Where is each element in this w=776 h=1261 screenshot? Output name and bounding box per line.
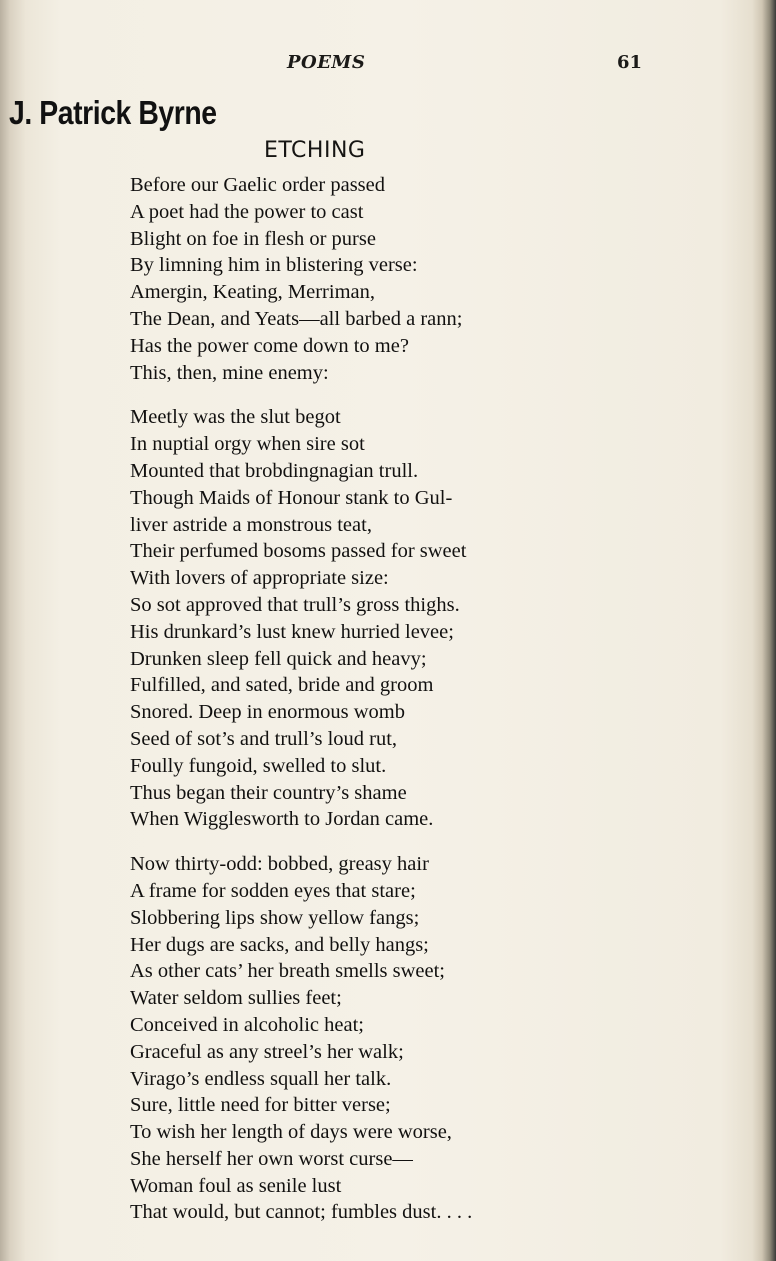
poem-line: Thus began their country’s shame	[130, 781, 407, 804]
stanza-1	[130, 172, 760, 386]
poem-line: Foully fungoid, swelled to slut.	[130, 754, 387, 777]
poem-line: Amergin, Keating, Merriman,	[130, 281, 375, 304]
poem-line: Virago’s endless squall her talk.	[130, 1067, 392, 1090]
poem-line: Slobbering lips show yellow fangs;	[130, 906, 420, 929]
running-title: POEMS	[287, 52, 366, 73]
poem-line: Water seldom sullies feet;	[130, 987, 342, 1010]
poem-line: Now thirty-odd: bobbed, greasy hair	[130, 853, 429, 876]
poem-line: Blight on foe in flesh or purse	[130, 227, 376, 250]
poem-line: Has the power come down to me?	[130, 334, 409, 357]
page-number: 61	[617, 52, 643, 73]
poem-line: As other cats’ her breath smells sweet;	[130, 960, 445, 983]
poem-line: Though Maids of Honour stank to Gul-	[130, 486, 453, 509]
poem-line: Conceived in alcoholic heat;	[130, 1013, 364, 1036]
poem-line: A poet had the power to cast	[130, 200, 364, 223]
poem-line: With lovers of appropriate size:	[130, 567, 389, 590]
running-header	[0, 52, 776, 82]
poem-line: Graceful as any streel’s her walk;	[130, 1040, 404, 1063]
poem-line: A frame for sodden eyes that stare;	[130, 879, 416, 902]
poem-line: To wish her length of days were worse,	[130, 1121, 452, 1144]
author-name: J. Patrick Byrne	[9, 94, 217, 131]
poem-line: She herself her own worst curse—	[130, 1147, 413, 1170]
poem-line: Before our Gaelic order passed	[130, 174, 385, 196]
poem-line: Meetly was the slut begot	[130, 406, 341, 429]
poem-line: By limning him in blistering verse:	[130, 254, 418, 277]
poem-line: When Wigglesworth to Jordan came.	[130, 808, 434, 831]
poem-title: ETCHING	[264, 138, 366, 163]
poem-line: In nuptial orgy when sire sot	[130, 433, 365, 456]
poem-line: Seed of sot’s and trull’s loud rut,	[130, 727, 398, 750]
poem-line: So sot approved that trull’s gross thighs.	[130, 593, 460, 616]
poem-line: Drunken sleep fell quick and heavy;	[130, 647, 427, 670]
poem-line: The Dean, and Yeats—all barbed a rann;	[130, 307, 463, 330]
stanza-2	[130, 404, 760, 833]
poem-line: Their perfumed bosoms passed for sweet	[130, 540, 467, 563]
poem-body	[130, 172, 760, 1226]
poem-line: liver astride a monstrous teat,	[130, 513, 372, 536]
stanza-3	[130, 851, 760, 1226]
poem-line: Sure, little need for bitter verse;	[130, 1094, 391, 1117]
poem-line: This, then, mine enemy:	[130, 361, 329, 384]
poem-line: His drunkard’s lust knew hurried levee;	[130, 620, 454, 643]
poem-line: Fulfilled, and sated, bride and groom	[130, 674, 434, 697]
poem-line: Woman foul as senile lust	[130, 1174, 342, 1197]
poem-line: Mounted that brobdingnagian trull.	[130, 459, 419, 482]
poem-line: That would, but cannot; fumbles dust. . . .	[130, 1201, 473, 1224]
poem-line: Her dugs are sacks, and belly hangs;	[130, 933, 429, 956]
poem-line: Snored. Deep in enormous womb	[130, 701, 405, 724]
